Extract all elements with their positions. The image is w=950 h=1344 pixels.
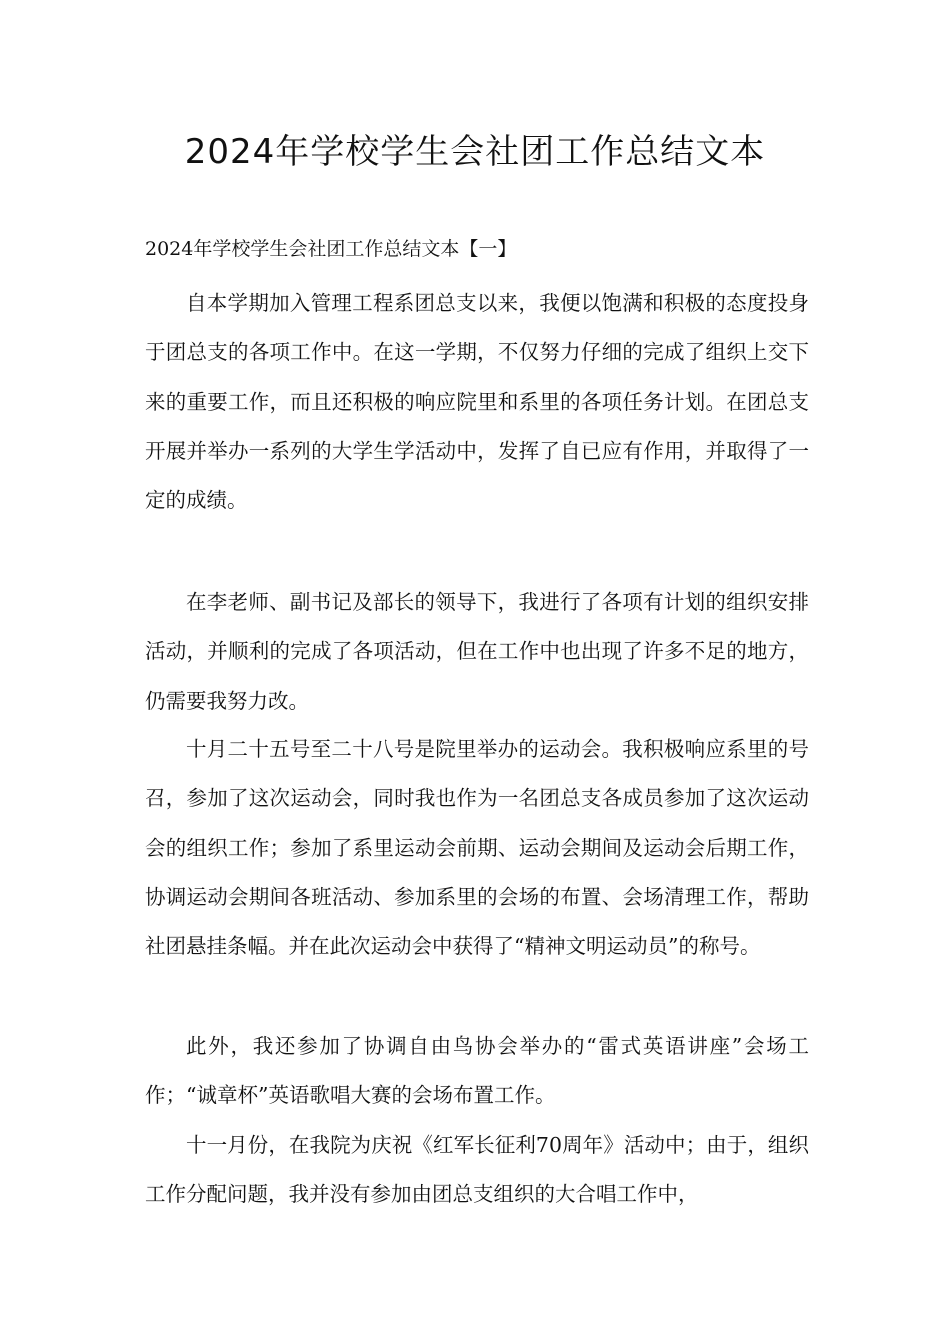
paragraph-2: 在李老师、副书记及部长的领导下，我进行了各项有计划的组织安排活动，并顺利的完成了各项活动，但在工作中也出现了许多不足的地方，仍需要我努力改。 [145, 590, 809, 713]
paragraph-5: 十一月份，在我院为庆祝《红军长征利70周年》活动中；由于，组织工作分配问题，我并没有参加由团总支组织的大合唱工作中， [145, 1133, 809, 1207]
paragraph-3: 十月二十五号至二十八号是院里举办的运动会。我积极响应系里的号召，参加了这次运动会，同时我也作为一名团总支各成员参加了这次运动会的组织工作；参加了系里运动会前期、运动会期间及运动会后期工作，协调运动会期间各班活动、参加系里的会场的布置、会场清理工作，帮助社团悬挂条幅。并在此次运动会中获得了“精神文明运动员”的称号。 [145, 737, 809, 959]
paragraph-1: 自本学期加入管理工程系团总支以来，我便以饱满和积极的态度投身于团总支的各项工作中。在这一学期，不仅努力仔细的完成了组织上交下来的重要工作，而且还积极的响应院里和系里的各项任务计划。在团总支开展并举办一系列的大学生学活动中，发挥了自已应有作用，并取得了一定的成绩。 [145, 291, 809, 513]
document-title: 2024年学校学生会社团工作总结文本 [184, 132, 766, 172]
paragraph-4: 此外，我还参加了协调自由鸟协会举办的“雷式英语讲座”会场工作；“诚章杯”英语歌唱大赛的会场布置工作。 [145, 1034, 809, 1108]
section-heading: 2024年学校学生会社团工作总结文本【一】 [145, 238, 517, 260]
